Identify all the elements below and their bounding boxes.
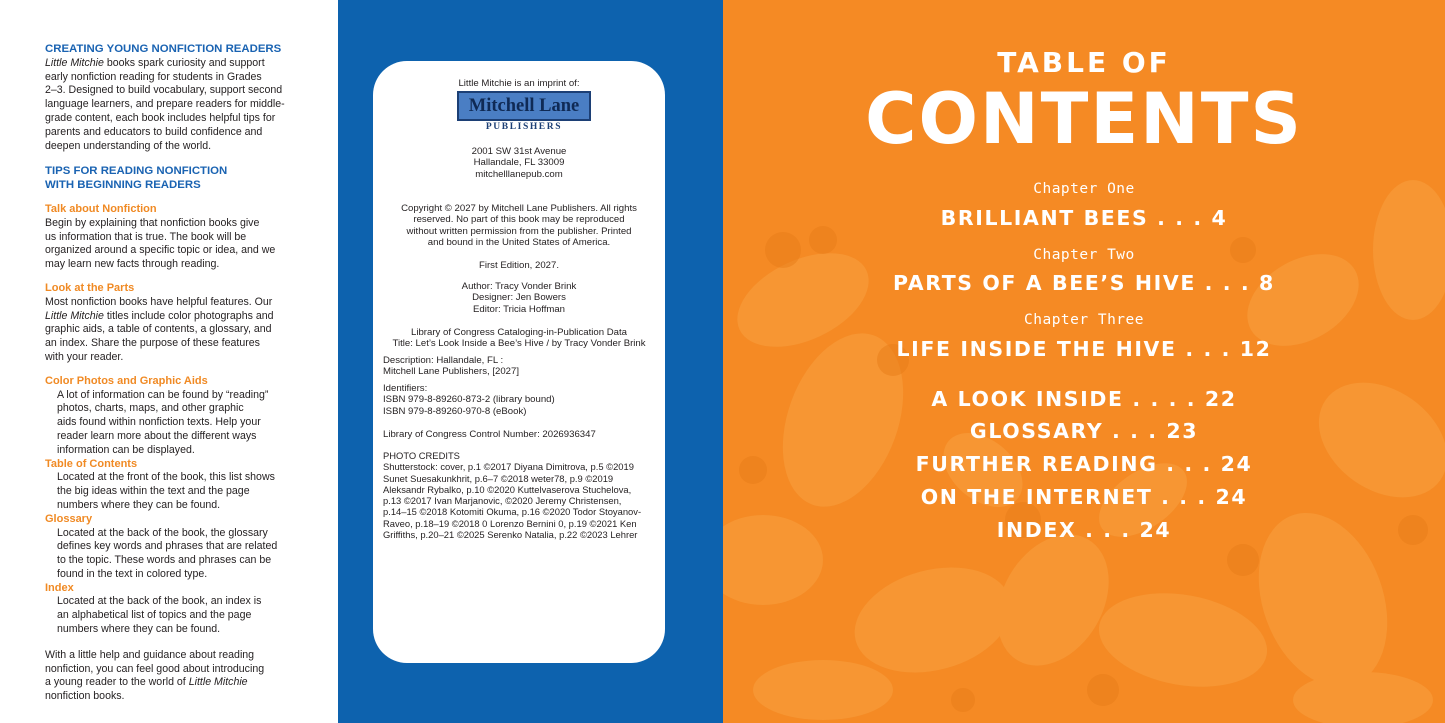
text-line: Begin by explaining that nonfiction books give <box>45 216 260 229</box>
copyright-notice <box>373 203 665 248</box>
publisher-logo <box>457 91 591 121</box>
toc-entry-glossary: GLOSSARY . . . 23 <box>969 419 1199 443</box>
chapter-two-label: Chapter Two <box>1033 247 1135 263</box>
toc-entry-chapter-two: PARTS OF A BEE’S HIVE . . . 8 <box>893 271 1275 295</box>
toc-entry-chapter-one: BRILLIANT BEES . . . 4 <box>940 206 1228 230</box>
intro-line: language learners, and prepare readers for middle- <box>45 98 285 111</box>
heading-tips-line: WITH BEGINNING READERS <box>45 179 201 192</box>
toc-entry-index: INDEX . . . 24 <box>996 518 1172 542</box>
copyright-line: Copyright © 2027 by Mitchell Lane Publishers. All rights <box>401 203 637 214</box>
glossary-paragraph <box>45 527 321 582</box>
credit-line: Author: Tracy Vonder Brink <box>461 281 577 292</box>
text-line: the big ideas within the text and the page <box>57 485 250 498</box>
identifier-line: Identifiers: <box>383 383 428 394</box>
identifier-line: ISBN 979-8-89260-873-2 (library bound) <box>383 394 555 406</box>
table-of-contents-page <box>723 0 1445 723</box>
text-line: reader learn more about the different ways <box>57 429 257 442</box>
toc-title-small: TABLE OF <box>997 46 1171 79</box>
intro-paragraph <box>45 57 321 154</box>
edition: First Edition, 2027. <box>479 260 559 271</box>
photo-credit-line: p.13 ©2017 Ivan Marjanovic, ©2020 Jeremy Christensen, <box>383 495 622 507</box>
text-line: organized around a specific topic or idea, and we <box>45 244 276 257</box>
copyright-line: and bound in the United States of America. <box>427 236 611 248</box>
intro-italic: Little Mitchie <box>45 56 104 69</box>
address-line: 2001 SW 31st Avenue <box>471 146 567 157</box>
description <box>383 355 663 378</box>
text-line: Most nonfiction books have helpful features. Our <box>45 295 273 308</box>
copyright-line: reserved. No part of this book may be reproduced <box>413 214 625 226</box>
cip-data <box>373 327 665 350</box>
toc-entry-chapter-three: LIFE INSIDE THE HIVE . . . 12 <box>896 337 1272 361</box>
intro-line: parents and educators to build confidence and <box>45 125 263 138</box>
reader-tips-column <box>0 0 338 723</box>
photo-credit-line: Sunet Suesakunkhrit, p.6–7 ©2018 weter78, p.9 ©2019 <box>383 472 614 484</box>
address-website: mitchelllanepub.com <box>475 168 563 180</box>
intro-line: early nonfiction reading for students in Grades <box>45 70 262 83</box>
intro-line: grade content, each book includes helpful tips for <box>45 111 276 124</box>
text-line: with your reader. <box>45 350 124 363</box>
credit-line: Editor: Tricia Hoffman <box>472 303 566 315</box>
parts-paragraph <box>45 296 321 365</box>
address-line: Hallandale, FL 33009 <box>473 157 565 169</box>
text-line: A lot of information can be found by “reading” <box>57 388 269 401</box>
publisher-logo-text: Mitchell Lane <box>468 96 580 116</box>
cip-line: Library of Congress Cataloging-in-Publication Data <box>411 327 627 338</box>
chapter-one-label: Chapter One <box>1033 181 1135 197</box>
text-line: information can be displayed. <box>57 443 195 456</box>
heading-tips-line: TIPS FOR READING NONFICTION <box>45 165 228 178</box>
heading-tips <box>45 165 321 193</box>
lccn: Library of Congress Control Number: 2026936347 <box>383 429 596 440</box>
text-line: defines key words and phrases that are related <box>57 540 278 553</box>
text-line: Located at the back of the book, an index is <box>57 595 262 608</box>
photo-credit-line: Griffiths, p.20–21 ©2025 Serenko Natalia, p.22 ©2023 Lehrer <box>383 529 638 541</box>
intro-line: 2–3. Designed to build vocabulary, support second <box>45 84 283 97</box>
cip-line: Title: Let’s Look Inside a Bee’s Hive / by Tracy Vonder Brink <box>392 338 646 350</box>
publisher-logo-sub: PUBLISHERS <box>485 122 563 132</box>
text-line: numbers where they can be found. <box>57 498 221 511</box>
subhead-talk: Talk about Nonfiction <box>45 202 157 215</box>
heading-creating-readers: CREATING YOUNG NONFICTION READERS <box>45 43 282 55</box>
credit-line: Designer: Jen Bowers <box>472 292 566 304</box>
subhead-parts: Look at the Parts <box>45 281 135 294</box>
imprint-line: Little Mitchie is an imprint of: <box>458 78 580 89</box>
photo-credit-line: Aleksandr Rybalko, p.10 ©2020 Kuttelvaserova Stuchelova, <box>383 483 632 495</box>
chapter-three-label: Chapter Three <box>1024 312 1144 328</box>
copyright-panel <box>338 0 723 723</box>
text-line: to the topic. These words and phrases can be <box>57 554 272 567</box>
toc-entry-further-reading: FURTHER READING . . . 24 <box>915 452 1253 476</box>
text-line: found in the text in colored type. <box>57 567 208 580</box>
photo-credit-line: p.14–15 ©2018 Kotomiti Okuma, p.16 ©2020 Todor Stoyanov- <box>383 506 642 518</box>
toc-entry-internet: ON THE INTERNET . . . 24 <box>920 485 1248 509</box>
subhead-photos: Color Photos and Graphic Aids <box>45 374 208 387</box>
parts-italic: Little Mitchie <box>45 309 104 322</box>
text-line: an alphabetical list of topics and the page <box>57 609 252 622</box>
text-line: With a little help and guidance about reading <box>45 648 255 661</box>
text-line: an index. Share the purpose of these features <box>45 337 260 350</box>
talk-paragraph <box>45 217 321 272</box>
identifiers <box>383 383 663 417</box>
toc-title-big: CONTENTS <box>865 78 1303 160</box>
intro-line: deepen understanding of the world. <box>45 139 212 152</box>
text-line: nonfiction books. <box>45 690 125 703</box>
photo-credit-line: Shutterstock: cover, p.1 ©2017 Diyana Dimitrova, p.5 ©2019 <box>383 461 634 473</box>
book-credits <box>373 281 665 315</box>
text-line: titles include color photographs and <box>103 309 274 322</box>
text-line: aids found within nonfiction texts. Help your <box>57 416 261 429</box>
toc-entry-look-inside: A LOOK INSIDE . . . . 22 <box>931 387 1237 411</box>
subhead-toc: Table of Contents <box>45 457 138 470</box>
text-line: a young reader to the world of <box>45 676 189 689</box>
photo-credits <box>383 450 663 540</box>
text-line: Located at the front of the book, this list shows <box>57 471 275 484</box>
index-paragraph <box>45 595 321 636</box>
photo-credit-line: Raveo, p.18–19 ©2018 0 Lorenzo Bernini 0, p.19 ©2021 Ken <box>383 517 637 529</box>
text-line: numbers where they can be found. <box>57 623 221 636</box>
subhead-glossary: Glossary <box>45 512 93 525</box>
text-line: nonfiction, you can feel good about introducing <box>45 662 265 675</box>
identifier-line: ISBN 979-8-89260-970-8 (eBook) <box>383 405 527 417</box>
text-line: graphic aids, a table of contents, a glossary, and <box>45 323 272 336</box>
closing-paragraph <box>45 649 321 704</box>
description-line: Mitchell Lane Publishers, [2027] <box>383 366 519 378</box>
photos-paragraph <box>45 389 321 458</box>
text-line: Located at the back of the book, the glossary <box>57 526 268 539</box>
publisher-address <box>373 146 665 180</box>
copyright-line: without written permission from the publisher. Printed <box>406 225 632 237</box>
text-line: us information that is true. The book will be <box>45 230 247 243</box>
subhead-index: Index <box>45 581 74 594</box>
text-line: may learn new facts through reading. <box>45 258 220 271</box>
description-line: Description: Hallandale, FL : <box>383 355 504 366</box>
closing-italic: Little Mitchie <box>188 676 248 689</box>
text-line: photos, charts, maps, and other graphic <box>57 402 244 415</box>
toc-paragraph <box>45 471 321 512</box>
intro-line: books spark curiosity and support <box>103 56 265 69</box>
photo-credit-line: PHOTO CREDITS <box>383 450 460 461</box>
copyright-card <box>373 61 665 663</box>
